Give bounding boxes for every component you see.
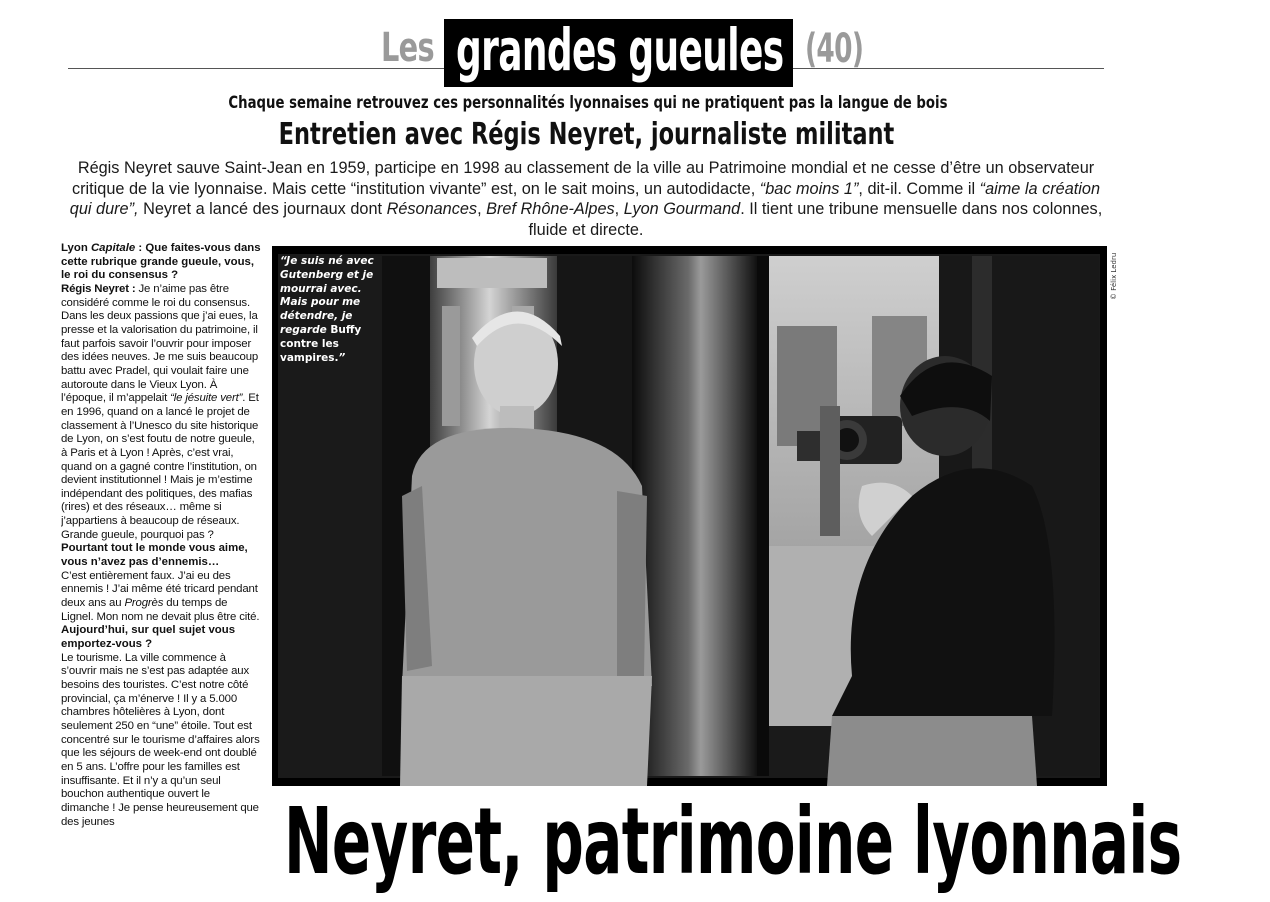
answer-text: C’est entièrement faux. J’ai eu des ennemis ! J’ai même été tricard pendant deux ans au: [61, 569, 258, 610]
intro-text: Neyret a lancé des journaux dont: [138, 200, 387, 218]
intro-text: , dit-il. Comme il: [858, 179, 980, 198]
interview-question: Pourtant tout le monde vous aime, vous n’avez pas d’ennemis…: [61, 542, 248, 569]
series-number: (40): [805, 26, 864, 72]
photo-quote: [280, 255, 390, 365]
intro-text: . Il tient une tribune mensuelle dans nos colonnes, fluide et directe.: [528, 200, 1103, 239]
intro-italic: Résonances: [386, 200, 478, 218]
tagline-text: Chaque semaine retrouvez ces personnalités lyonnaises qui ne pratiquent pas la langue de bois: [228, 93, 948, 113]
tagline: [0, 95, 1176, 112]
intro-text: Régis Neyret sauve Saint-Jean en 1959, participe en 1998 au classement de la ville au Patrimoine mondial et ne cesse d’être un observateur critique de la vie lyonnaise. Mais cette “institution vivante” est, on le sait moins, un autodidacte,: [71, 159, 1095, 198]
series-name: grandes gueules: [456, 19, 784, 84]
headline: [0, 117, 1172, 152]
answer-speaker: Régis Neyret :: [61, 282, 139, 295]
intro-paragraph: [62, 158, 1110, 240]
interview-answer: Le tourisme. La ville commence à s’ouvrir mais ne s’est pas adaptée aux besoins des touristes. C’est notre côté provincial, ça m’énerve ! Il y a 5.000 chambres hôtelières à Lyon, dont seulement 250 en “une” étoile. Tout est concentré sur le tourisme d’affaires alors que les séjours de week-end ont doublé en 5 ans. L’offre pour les familles est insuffisante. Et il n’y a qu’un seul bouchon authentique ouvert le dimanche ! Je pense heureusement que des jeunes: [61, 651, 260, 828]
question-italic: Capitale: [90, 242, 136, 254]
intro-text: ,: [477, 200, 487, 218]
interview-question: [61, 242, 261, 283]
question-text: Lyon: [61, 242, 91, 254]
photo-credit: © Félix Ledru: [1110, 252, 1118, 300]
answer-text: du temps de Lignel. Mon nom ne devait plus être cité.: [61, 597, 260, 623]
photo: [272, 246, 1107, 786]
quote-text: “Je suis né avec Gutenberg et je mourrai avec. Mais pour me détendre, je regarde: [280, 255, 374, 336]
question-text: : Que faites-vous dans cette rubrique grande gueule, vous, le roi du consensus ?: [61, 242, 261, 282]
intro-italic: “bac moins 1”: [759, 179, 859, 198]
intro-italic: Lyon Gourmand: [623, 200, 741, 218]
quote-text: ”: [338, 351, 346, 364]
intro-text: ,: [614, 200, 624, 218]
interview-question: Aujourd’hui, sur quel sujet vous emportez-vous ?: [61, 624, 236, 651]
interview-column: [61, 242, 261, 902]
answer-text: . Et en 1996, quand on a lancé le projet de classement à l’Unesco du site historique de Lyon, on s’est foutu de notre gueule, à Paris et à Lyon ! Après, c’est vrai, quand on a gagné contre l’institution, on devient institutionnel ! Mais je m’estime indépendant des politiques, des mafias (rires) et des réseaux… même si j’appartiens à beaucoup de réseaux. Grande gueule, pourquoi pas ?: [61, 392, 259, 541]
series-title-box: [444, 19, 793, 87]
intro-italic: Bref Rhône-Alpes: [486, 200, 615, 218]
photo-illustration: [272, 246, 1107, 786]
answer-italic: Progrès: [124, 597, 164, 610]
intro-italic: “aime la création qui dure”,: [69, 179, 1101, 218]
headline-text: Entretien avec Régis Neyret, journaliste militant: [278, 117, 894, 152]
interview-answer: [61, 570, 261, 625]
interview-answer: [61, 283, 261, 542]
series-prefix: Les: [381, 25, 434, 71]
quote-emphasis: Buffy contre les vampires.: [280, 323, 362, 364]
article-title: Neyret, patrimoine lyonnais: [284, 788, 1182, 895]
answer-italic: “le jésuite vert”: [170, 392, 243, 405]
answer-text: Je n’aime pas être considéré comme le roi du consensus. Dans les deux passions que j’ai eues, la presse et la valorisation du patrimoine, il faut parfois savoir l’ouvrir pour imposer des idées neuves. Je me suis beaucoup battu avec Pradel, qui voulait faire une autoroute dans le Vieux Lyon. À l’époque, il m’appelait: [61, 282, 259, 405]
